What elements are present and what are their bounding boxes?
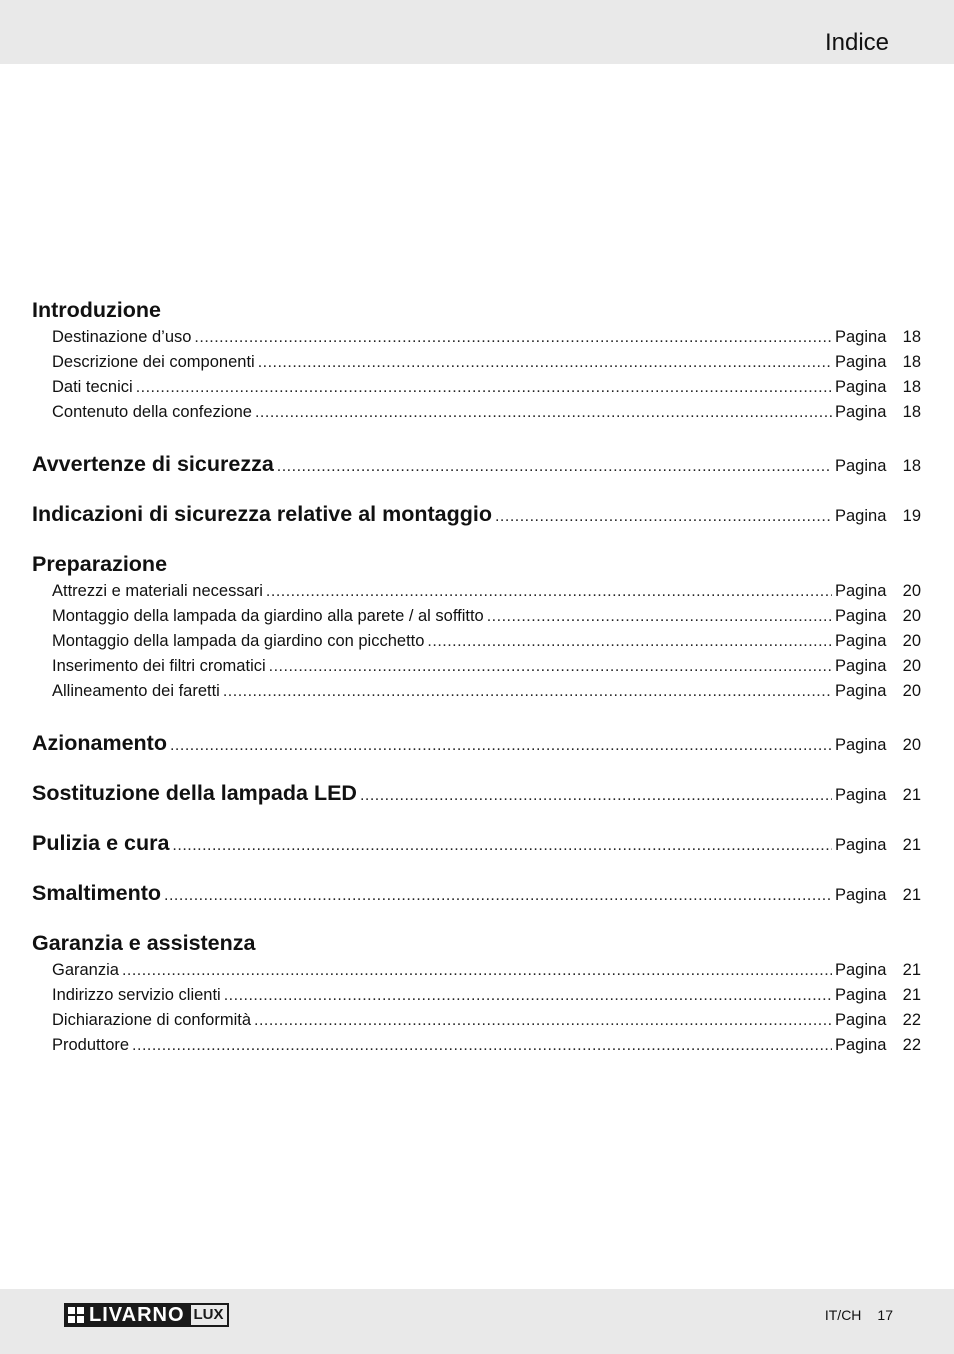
toc-entry-label: Dichiarazione di conformità	[52, 1011, 252, 1029]
toc-entry-page-word: Pagina	[835, 1036, 887, 1054]
dot-leader	[254, 1008, 832, 1033]
footer-locale: IT/CH	[824, 1307, 862, 1323]
toc-entry-page-word: Pagina	[835, 657, 887, 675]
toc-entry-label: Destinazione d’uso	[52, 328, 192, 346]
toc-entry-page-number: 20	[902, 632, 921, 650]
toc-entry-page-word: Pagina	[835, 378, 887, 396]
toc-section-garanzia	[32, 929, 921, 1058]
footer-page-info	[825, 1306, 893, 1324]
toc-section-heading[interactable]: Introduzione	[32, 298, 161, 322]
toc-section-introduzione	[32, 296, 921, 450]
toc-entry-label: Allineamento dei faretti	[52, 682, 220, 700]
section-spacer	[32, 704, 921, 729]
dot-leader	[136, 375, 832, 400]
logo-lux: LUX	[189, 1303, 229, 1327]
dot-leader	[132, 1033, 832, 1058]
dot-leader	[269, 654, 832, 679]
toc-entry[interactable]	[32, 604, 921, 629]
header-band	[0, 0, 954, 64]
toc-main-entry-label: Smaltimento	[32, 881, 162, 905]
dot-leader	[495, 502, 832, 531]
toc-entry-page-word: Pagina	[835, 457, 887, 475]
toc-entry-page-number: 21	[902, 961, 921, 979]
toc-entry-label: Produttore	[52, 1036, 130, 1054]
toc-entry-label: Montaggio della lampada da giardino alla parete / al soffitto	[52, 607, 484, 625]
toc-entry-page-word: Pagina	[835, 607, 887, 625]
toc-entry-page-number: 18	[902, 353, 921, 371]
toc-main-entry[interactable]	[32, 779, 921, 829]
toc-main-entry[interactable]	[32, 879, 921, 929]
toc-entry[interactable]	[32, 579, 921, 604]
toc-entry-page-number: 19	[902, 507, 921, 525]
toc-main-entry-label: Avvertenze di sicurezza	[32, 452, 274, 476]
toc-entry-page-word: Pagina	[835, 682, 887, 700]
toc-entry[interactable]	[32, 375, 921, 400]
dot-leader	[172, 831, 832, 860]
toc-entry-page-number: 20	[902, 607, 921, 625]
toc-entry[interactable]	[32, 350, 921, 375]
toc-entry-page-word: Pagina	[835, 836, 887, 854]
toc-section-preparazione	[32, 550, 921, 729]
toc-entry-page-number: 22	[902, 1036, 921, 1054]
dot-leader	[223, 679, 832, 704]
toc-entry-page-number: 20	[902, 736, 921, 754]
toc-entry[interactable]	[32, 654, 921, 679]
footer-page-number: 17	[877, 1307, 893, 1323]
dot-leader	[194, 325, 832, 350]
toc-section-heading[interactable]: Preparazione	[32, 552, 168, 576]
toc-entry-page-word: Pagina	[835, 403, 887, 421]
toc-entry-label: Indirizzo servizio clienti	[52, 986, 221, 1004]
toc-entry-page-number: 21	[902, 836, 921, 854]
dot-leader	[277, 452, 832, 481]
toc-entry-page-number: 18	[902, 328, 921, 346]
logo-text: LIVARNO	[89, 1304, 185, 1326]
toc-entry[interactable]	[32, 1033, 921, 1058]
toc-entry-page-number: 20	[902, 657, 921, 675]
toc-entry-label: Garanzia	[52, 961, 119, 979]
toc-entry-page-word: Pagina	[835, 736, 887, 754]
toc-entry-page-number: 20	[902, 582, 921, 600]
toc-main-entry[interactable]	[32, 500, 921, 550]
toc-entry[interactable]	[32, 983, 921, 1008]
toc-entry-label: Montaggio della lampada da giardino con picchetto	[52, 632, 425, 650]
dot-leader	[266, 579, 832, 604]
toc-entry-page-word: Pagina	[835, 507, 887, 525]
toc-entry-label: Inserimento dei filtri cromatici	[52, 657, 266, 675]
toc-entry-label: Attrezzi e materiali necessari	[52, 582, 263, 600]
toc-entry-page-word: Pagina	[835, 886, 887, 904]
toc-main-entry-label: Pulizia e cura	[32, 831, 170, 855]
dot-leader	[487, 604, 832, 629]
toc-entry-page-word: Pagina	[835, 353, 887, 371]
dot-leader	[360, 781, 832, 810]
toc-entry-label: Contenuto della confezione	[52, 403, 252, 421]
toc-entry-page-word: Pagina	[835, 328, 887, 346]
page-title: Indice	[824, 29, 889, 56]
toc-entry[interactable]	[32, 1008, 921, 1033]
toc-entry-page-word: Pagina	[835, 1011, 887, 1029]
logo-main-block	[64, 1303, 189, 1327]
toc-main-entry-label: Indicazioni di sicurezza relative al montaggio	[32, 502, 492, 526]
toc-entry-label: Dati tecnici	[52, 378, 133, 396]
toc-entry-page-number: 20	[902, 682, 921, 700]
toc-entry-page-word: Pagina	[835, 582, 887, 600]
logo-squares-icon	[68, 1307, 84, 1323]
dot-leader	[224, 983, 832, 1008]
dot-leader	[258, 350, 832, 375]
toc-entry-page-number: 22	[902, 1011, 921, 1029]
toc-entry-label: Descrizione dei componenti	[52, 353, 255, 371]
toc-entry-page-number: 21	[902, 886, 921, 904]
toc-entry-page-word: Pagina	[835, 986, 887, 1004]
toc-entry[interactable]	[32, 400, 921, 425]
table-of-contents	[32, 296, 921, 1058]
dot-leader	[427, 629, 832, 654]
toc-entry-page-number: 18	[902, 403, 921, 421]
toc-main-entry[interactable]	[32, 829, 921, 879]
toc-main-entry-label: Azionamento	[32, 731, 167, 755]
toc-entry-page-word: Pagina	[835, 961, 887, 979]
toc-entry-page-word: Pagina	[835, 632, 887, 650]
toc-entry[interactable]	[32, 629, 921, 654]
toc-entry-page-number: 21	[902, 986, 921, 1004]
dot-leader	[164, 881, 832, 910]
toc-entry[interactable]	[32, 325, 921, 350]
toc-entry[interactable]	[32, 958, 921, 983]
toc-main-entry[interactable]	[32, 729, 921, 779]
section-spacer	[32, 425, 921, 450]
toc-entry-page-number: 18	[902, 457, 921, 475]
dot-leader	[170, 731, 832, 760]
toc-entry-page-number: 21	[902, 786, 921, 804]
livarno-lux-logo	[64, 1303, 229, 1327]
toc-entry[interactable]	[32, 679, 921, 704]
dot-leader	[255, 400, 832, 425]
toc-section-heading[interactable]: Garanzia e assistenza	[32, 931, 256, 955]
dot-leader	[122, 958, 832, 983]
toc-main-entry-label: Sostituzione della lampada LED	[32, 781, 357, 805]
toc-entry-page-word: Pagina	[835, 786, 887, 804]
toc-main-entry[interactable]	[32, 450, 921, 500]
toc-entry-page-number: 18	[902, 378, 921, 396]
